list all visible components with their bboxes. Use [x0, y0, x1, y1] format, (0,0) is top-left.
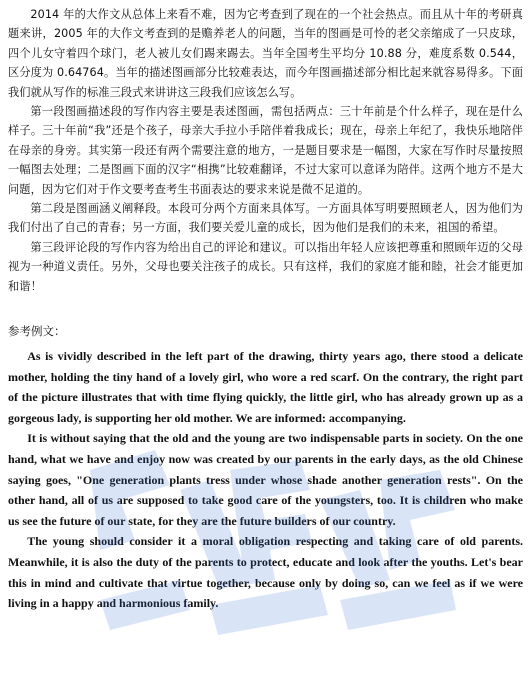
- reference-essay-label: 参考例文：: [8, 324, 66, 339]
- analysis-paragraph-2: 第一段图画描述段的写作内容主要是表述图画，需包括两点：三十年前是个什么样子，现在是什么样子。三十年前“我”还是个孩子，母亲大手拉小手陪伴着我成长；现在，母亲上年纪了，我快乐地陪伴在母亲的身旁。其实第一段还有两个需要注意的地方，一是题目要求是一幅图，大家在写作时尽量按照一幅图去处理；二是图画下面的汉字“相携”比较难翻译，不过大家可以意译为陪伴。这两个地方不是大问题，因为它们对于作文要考查考生书面表达的要求来说是微不足道的。: [8, 105, 523, 196]
- analysis-paragraph-3: 第二段是图画涵义阐释段。本段可分两个方面来具体写。一方面具体写明要照顾老人，因为他们为我们付出了自己的青春；另一方面，我们要关爱儿童的成长，因为他们是我们的未来，祖国的希望。: [8, 202, 523, 235]
- essay-paragraph-3: The young should consider it a moral obligation respecting and taking care of old parents. Meanwhile, it is also the duty of the parents to protect, educate and look after the youths. Let's bear this in mind and cultivate that virtue together, because only by doing so, can we feel as if we were living in a happy and harmonious family.: [8, 534, 523, 611]
- analysis-paragraph-4: 第三段评论段的写作内容为给出自己的评论和建议。可以指出年轻人应该把尊重和照顾年迈的父母视为一种道义责任。另外，父母也要关注孩子的成长。只有这样，我们的家庭才能和睦，社会才能更加和谐！: [8, 240, 523, 293]
- essay-paragraph-2: It is without saying that the old and the young are two indispensable parts in society. On the one hand, what we have and enjoy now was created by our parents in the early days, as the old Chinese saying goes, "One generation plants tress under whose shade another generation rests". On the other hand, all of us are supposed to take good care of the youngsters, too. It is children who make us see the future of our state, for they are the future builders of our country.: [8, 431, 523, 528]
- section-gap: [8, 296, 523, 322]
- analysis-paragraph-1: 2014 年的大作文从总体上来看不难，因为它考查到了现在的一个社会热点。而且从十年的考研真题来讲，2005 年的大作文考查到的是赡养老人的问题，当年的图画是可怜的老父亲缩成了一只皮球，四个儿女守着四个球门，老人被儿女们踢来踢去。当年全国考生平均分 10.88 分，难度系数 0.544，区分度为 0.64764。当年的描述图画部分比较难表达，而今年图画描述部分相比起来就容易得多。下面我们就从写作的标准三段式来讲讲这三段我们应该怎么写。: [8, 8, 523, 99]
- essay-paragraph-1: As is vividly described in the left part of the drawing, thirty years ago, there stood a delicate mother, holding the tiny hand of a lovely girl, who wore a red scarf. On the contrary, the right part of the picture illustrates that with time flying quickly, the little girl, who has already grown up as a gorgeous lady, is supporting her old mother. We are informed: accompanying.: [8, 349, 523, 425]
